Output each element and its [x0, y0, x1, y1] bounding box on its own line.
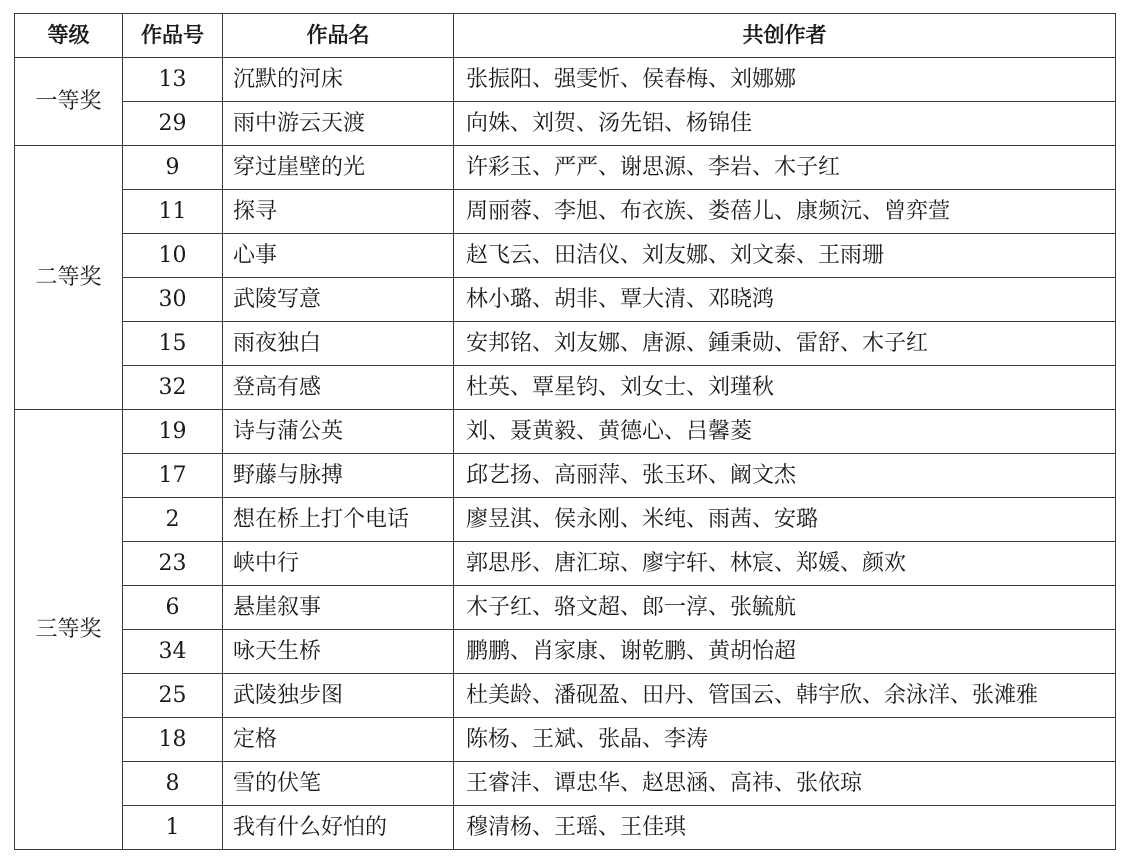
work-id-cell: 13	[123, 58, 223, 102]
table-row	[15, 102, 1116, 146]
table-row	[15, 190, 1116, 234]
work-name-cell: 诗与蒲公英	[223, 410, 454, 454]
work-name-cell: 定格	[223, 718, 454, 762]
header-grade: 等级	[15, 14, 123, 58]
work-id-cell: 19	[123, 410, 223, 454]
table-row	[15, 542, 1116, 586]
work-name-cell: 咏天生桥	[223, 630, 454, 674]
grade-cell: 二等奖	[15, 146, 123, 410]
table-row	[15, 58, 1116, 102]
authors-cell: 杜英、覃星钧、刘女士、刘瑾秋	[454, 366, 1116, 410]
work-name-cell: 雪的伏笔	[223, 762, 454, 806]
work-name-cell: 野藤与脉搏	[223, 454, 454, 498]
authors-cell: 邱艺扬、高丽萍、张玉环、阚文杰	[454, 454, 1116, 498]
grade-cell: 一等奖	[15, 58, 123, 146]
authors-cell: 刘、聂黄毅、黄德心、吕馨菱	[454, 410, 1116, 454]
work-name-cell: 穿过崖壁的光	[223, 146, 454, 190]
work-name-cell: 我有什么好怕的	[223, 806, 454, 850]
table-row	[15, 146, 1116, 190]
table-header	[15, 14, 1116, 58]
authors-cell: 赵飞云、田洁仪、刘友娜、刘文泰、王雨珊	[454, 234, 1116, 278]
table-row	[15, 718, 1116, 762]
work-name-cell: 探寻	[223, 190, 454, 234]
work-id-cell: 10	[123, 234, 223, 278]
work-name-cell: 雨夜独白	[223, 322, 454, 366]
authors-cell: 向姝、刘贺、汤先铝、杨锦佳	[454, 102, 1116, 146]
authors-cell: 穆清杨、王瑶、王佳琪	[454, 806, 1116, 850]
authors-cell: 陈杨、王斌、张晶、李涛	[454, 718, 1116, 762]
table-row	[15, 234, 1116, 278]
work-name-cell: 雨中游云天渡	[223, 102, 454, 146]
work-name-cell: 登高有感	[223, 366, 454, 410]
header-row	[15, 14, 1116, 58]
work-id-cell: 29	[123, 102, 223, 146]
work-name-cell: 心事	[223, 234, 454, 278]
table-row	[15, 410, 1116, 454]
work-name-cell: 想在桥上打个电话	[223, 498, 454, 542]
work-id-cell: 17	[123, 454, 223, 498]
authors-cell: 安邦铭、刘友娜、唐源、鍾秉勋、雷舒、木子红	[454, 322, 1116, 366]
authors-cell: 周丽蓉、李旭、布衣族、娄蓓儿、康频沅、曾弈萱	[454, 190, 1116, 234]
work-name-cell: 沉默的河床	[223, 58, 454, 102]
table-row	[15, 586, 1116, 630]
table-row	[15, 630, 1116, 674]
authors-cell: 鹏鹏、肖家康、谢乾鹏、黄胡怡超	[454, 630, 1116, 674]
work-id-cell: 9	[123, 146, 223, 190]
work-id-cell: 25	[123, 674, 223, 718]
header-work-name: 作品名	[223, 14, 454, 58]
table-row	[15, 498, 1116, 542]
work-name-cell: 峡中行	[223, 542, 454, 586]
work-name-cell: 悬崖叙事	[223, 586, 454, 630]
work-id-cell: 34	[123, 630, 223, 674]
work-id-cell: 11	[123, 190, 223, 234]
table-row	[15, 322, 1116, 366]
table-row	[15, 278, 1116, 322]
award-table	[14, 13, 1116, 850]
work-id-cell: 32	[123, 366, 223, 410]
table-row	[15, 806, 1116, 850]
work-id-cell: 30	[123, 278, 223, 322]
work-id-cell: 8	[123, 762, 223, 806]
table-row	[15, 674, 1116, 718]
work-id-cell: 1	[123, 806, 223, 850]
authors-cell: 廖昱淇、侯永刚、米纯、雨茜、安璐	[454, 498, 1116, 542]
authors-cell: 木子红、骆文超、郎一淳、张毓航	[454, 586, 1116, 630]
authors-cell: 王睿沣、谭忠华、赵思涵、高祎、张依琼	[454, 762, 1116, 806]
grade-cell: 三等奖	[15, 410, 123, 850]
authors-cell: 许彩玉、严严、谢思源、李岩、木子红	[454, 146, 1116, 190]
header-authors: 共创作者	[454, 14, 1116, 58]
table-body	[15, 58, 1116, 850]
work-id-cell: 6	[123, 586, 223, 630]
work-id-cell: 23	[123, 542, 223, 586]
authors-cell: 杜美龄、潘砚盈、田丹、管国云、韩宇欣、余泳洋、张滩雅	[454, 674, 1116, 718]
table-row	[15, 454, 1116, 498]
work-name-cell: 武陵写意	[223, 278, 454, 322]
work-id-cell: 15	[123, 322, 223, 366]
header-work-id: 作品号	[123, 14, 223, 58]
authors-cell: 张振阳、强雯忻、侯春梅、刘娜娜	[454, 58, 1116, 102]
table-row	[15, 366, 1116, 410]
work-id-cell: 2	[123, 498, 223, 542]
table-row	[15, 762, 1116, 806]
authors-cell: 林小璐、胡非、覃大清、邓晓鸿	[454, 278, 1116, 322]
work-name-cell: 武陵独步图	[223, 674, 454, 718]
authors-cell: 郭思彤、唐汇琼、廖宇轩、林宸、郑媛、颜欢	[454, 542, 1116, 586]
work-id-cell: 18	[123, 718, 223, 762]
